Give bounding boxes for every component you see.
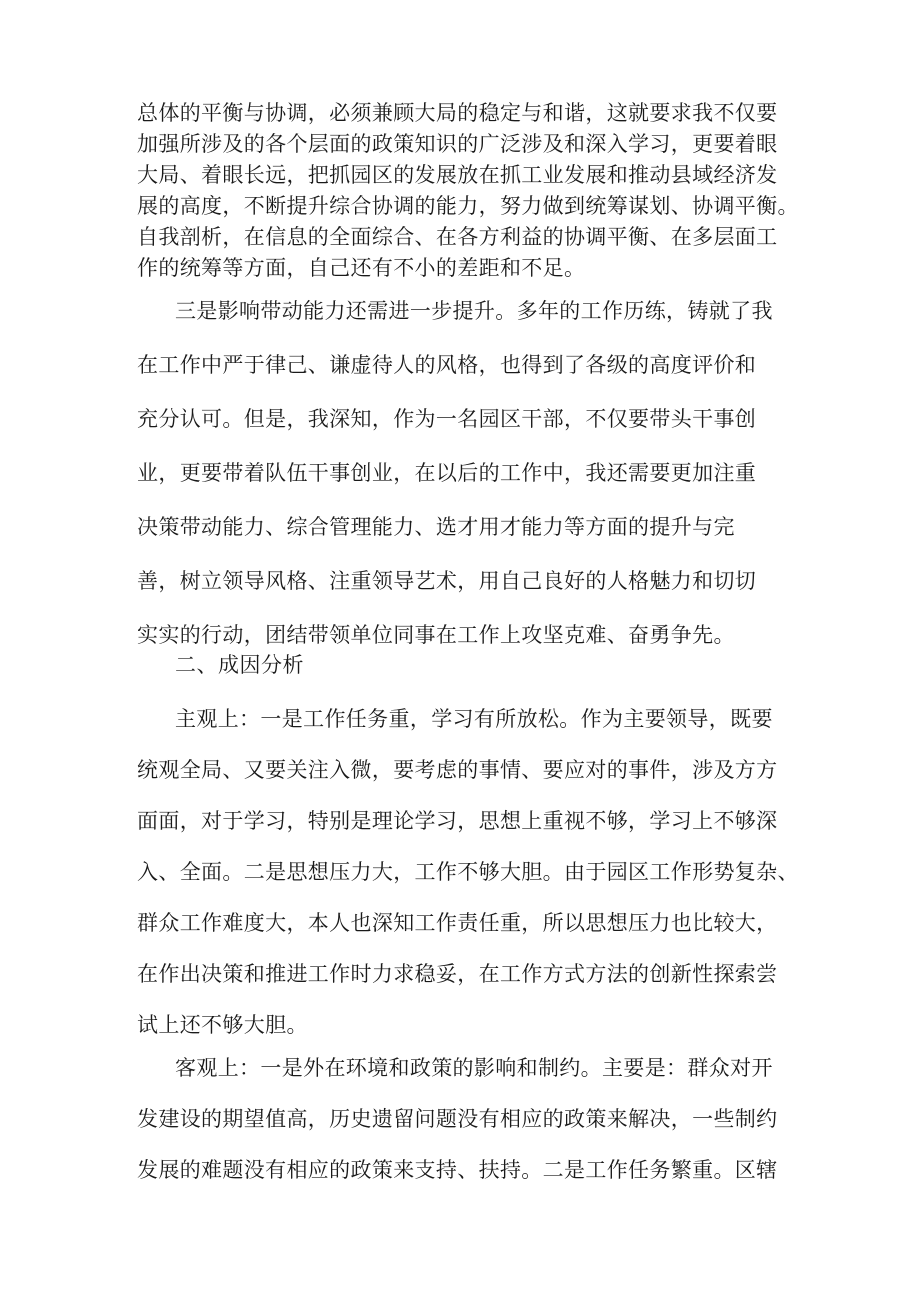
paragraph-influence <box>137 284 797 662</box>
section-heading: 二、成因分析 <box>175 653 304 677</box>
text-line: 试上还不够大胆。 <box>137 1013 308 1037</box>
text-line: 发建设的期望值高，历史遗留问题没有相应的政策来解决，一些制约 <box>137 1107 778 1131</box>
text-line: 善，树立领导风格、注重领导艺术，用自己良好的人格魅力和切切 <box>137 569 757 593</box>
text-line: 入、全面。二是思想压力大，工作不够大胆。由于园区工作形势复杂、 <box>137 860 799 884</box>
text-line: 大局、着眼长远，把抓园区的发展放在抓工业发展和推动县域经济发 <box>137 163 778 187</box>
paragraph-objective <box>137 1043 797 1196</box>
text-line: 统观全局、又要关注入微，要考虑的事情、要应对的事件，涉及方方 <box>137 758 778 782</box>
text-line: 在工作中严于律己、谦虚待人的风格，也得到了各级的高度评价和 <box>137 353 757 377</box>
text-line: 展的高度，不断提升综合协调的能力，努力做到统筹谋划、协调平衡。 <box>137 194 799 218</box>
text-line: 面面，对于学习，特别是理论学习，思想上重视不够，学习上不够深 <box>137 809 778 833</box>
text-line: 群众工作难度大，本人也深知工作责任重，所以思想压力也比较大， <box>137 911 778 935</box>
text-line: 客观上：一是外在环境和政策的影响和制约。主要是：群众对开 <box>175 1056 773 1080</box>
text-line: 三是影响带动能力还需进一步提升。多年的工作历练，铸就了我 <box>175 299 773 323</box>
text-line: 总体的平衡与协调，必须兼顾大局的稳定与和谐，这就要求我不仅要 <box>137 101 778 125</box>
text-line: 主观上：一是工作任务重，学习有所放松。作为主要领导，既要 <box>175 707 773 731</box>
text-line: 在作出决策和推进工作时力求稳妥，在工作方式方法的创新性探索尝 <box>137 962 778 986</box>
text-line: 作的统筹等方面，自己还有不小的差距和不足。 <box>137 256 586 280</box>
text-line: 决策带动能力、综合管理能力、选才用才能力等方面的提升与完 <box>137 515 735 539</box>
text-line: 加强所涉及的各个层面的政策知识的广泛涉及和深入学习，更要着眼 <box>137 132 778 156</box>
text-line: 充分认可。但是，我深知，作为一名园区干部，不仅要带头干事创 <box>137 407 757 431</box>
text-line: 发展的难题没有相应的政策来支持、扶持。二是工作任务繁重。区辖 <box>137 1158 778 1182</box>
text-line: 自我剖析，在信息的全面综合、在各方利益的协调平衡、在多层面工 <box>137 225 778 249</box>
paragraph-balance <box>137 98 797 284</box>
text-line: 业，更要带着队伍干事创业，在以后的工作中，我还需要更加注重 <box>137 461 757 485</box>
text-line: 实实的行动，团结带领单位同事在工作上攻坚克难、奋勇争先。 <box>137 623 735 647</box>
paragraph-subjective <box>137 694 797 1051</box>
section-heading-two <box>137 638 797 692</box>
